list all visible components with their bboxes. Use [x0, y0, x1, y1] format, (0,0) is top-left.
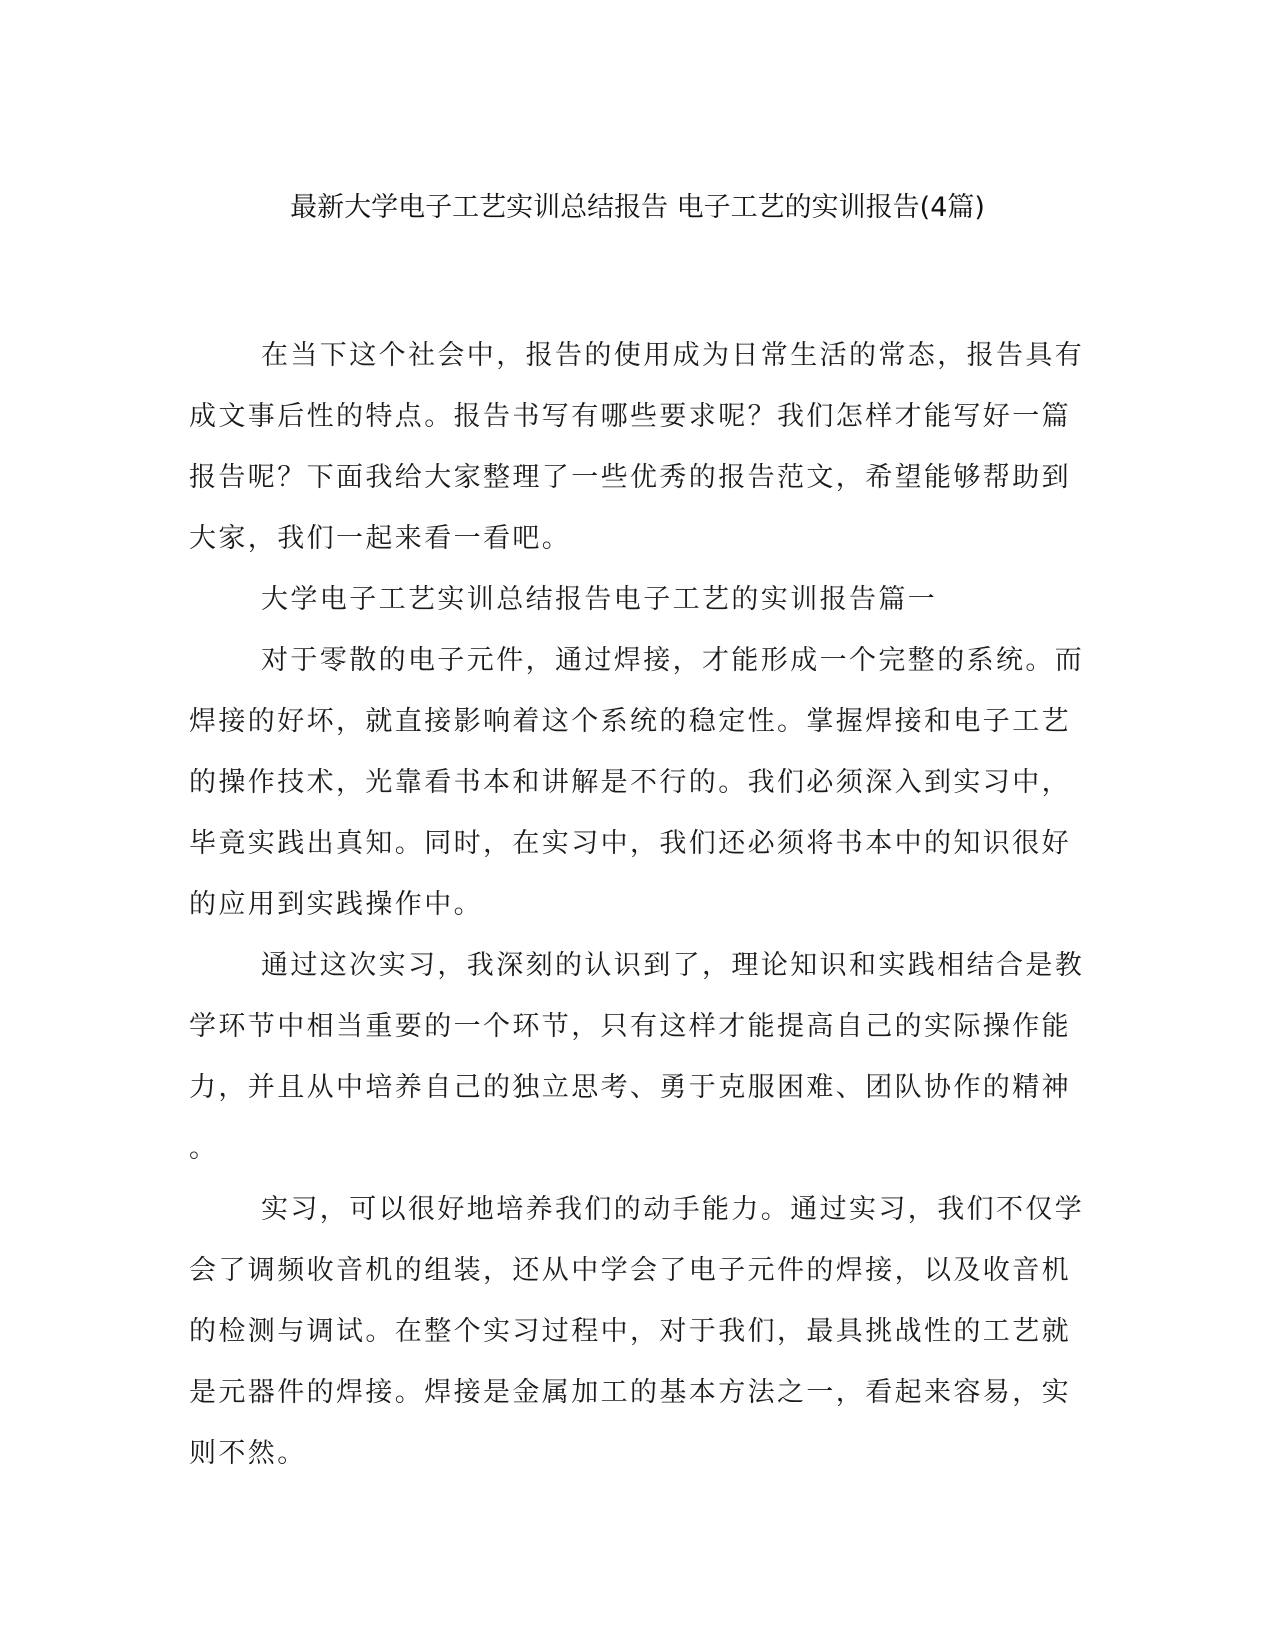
paragraph-line: 毕竟实践出真知。同时，在实习中，我们还必须将书本中的知识很好	[189, 828, 1071, 859]
document-body	[189, 325, 1085, 1484]
paragraph-line: 会了调频收音机的组装，还从中学会了电子元件的焊接，以及收音机	[189, 1255, 1071, 1286]
section-heading: 大学电子工艺实训总结报告电子工艺的实训报告篇一	[261, 584, 938, 615]
paragraph-line: 的操作技术，光靠看书本和讲解是不行的。我们必须深入到实习中，	[189, 767, 1071, 798]
paragraph-line: 焊接的好坏，就直接影响着这个系统的稳定性。掌握焊接和电子工艺	[189, 706, 1071, 737]
paragraph-line: 学环节中相当重要的一个环节，只有这样才能提高自己的实际操作能	[189, 1011, 1071, 1042]
paragraph-line: 对于零散的电子元件，通过焊接，才能形成一个完整的系统。而	[261, 645, 1085, 676]
paragraph-line: 成文事后性的特点。报告书写有哪些要求呢？我们怎样才能写好一篇	[189, 401, 1071, 432]
document-title: 最新大学电子工艺实训总结报告 电子工艺的实训报告(4篇)	[290, 192, 985, 223]
paragraph-line: 大家，我们一起来看一看吧。	[189, 523, 572, 554]
paragraph-line: 在当下这个社会中，报告的使用成为日常生活的常态，报告具有	[261, 340, 1085, 371]
paragraph-line: 。	[189, 1133, 219, 1164]
paragraph-line: 力，并且从中培养自己的独立思考、勇于克服困难、团队协作的精神	[189, 1072, 1071, 1103]
paragraph-line: 的检测与调试。在整个实习过程中，对于我们，最具挑战性的工艺就	[189, 1316, 1071, 1347]
paragraph-line: 实习，可以很好地培养我们的动手能力。通过实习，我们不仅学	[261, 1194, 1085, 1225]
paragraph-line: 则不然。	[189, 1438, 307, 1469]
paragraph-line: 是元器件的焊接。焊接是金属加工的基本方法之一，看起来容易，实	[189, 1377, 1071, 1408]
paragraph-line: 的应用到实践操作中。	[189, 889, 483, 920]
paragraph-line: 通过这次实习，我深刻的认识到了，理论知识和实践相结合是教	[261, 950, 1085, 981]
paragraph-line: 报告呢？下面我给大家整理了一些优秀的报告范文，希望能够帮助到	[189, 462, 1071, 493]
